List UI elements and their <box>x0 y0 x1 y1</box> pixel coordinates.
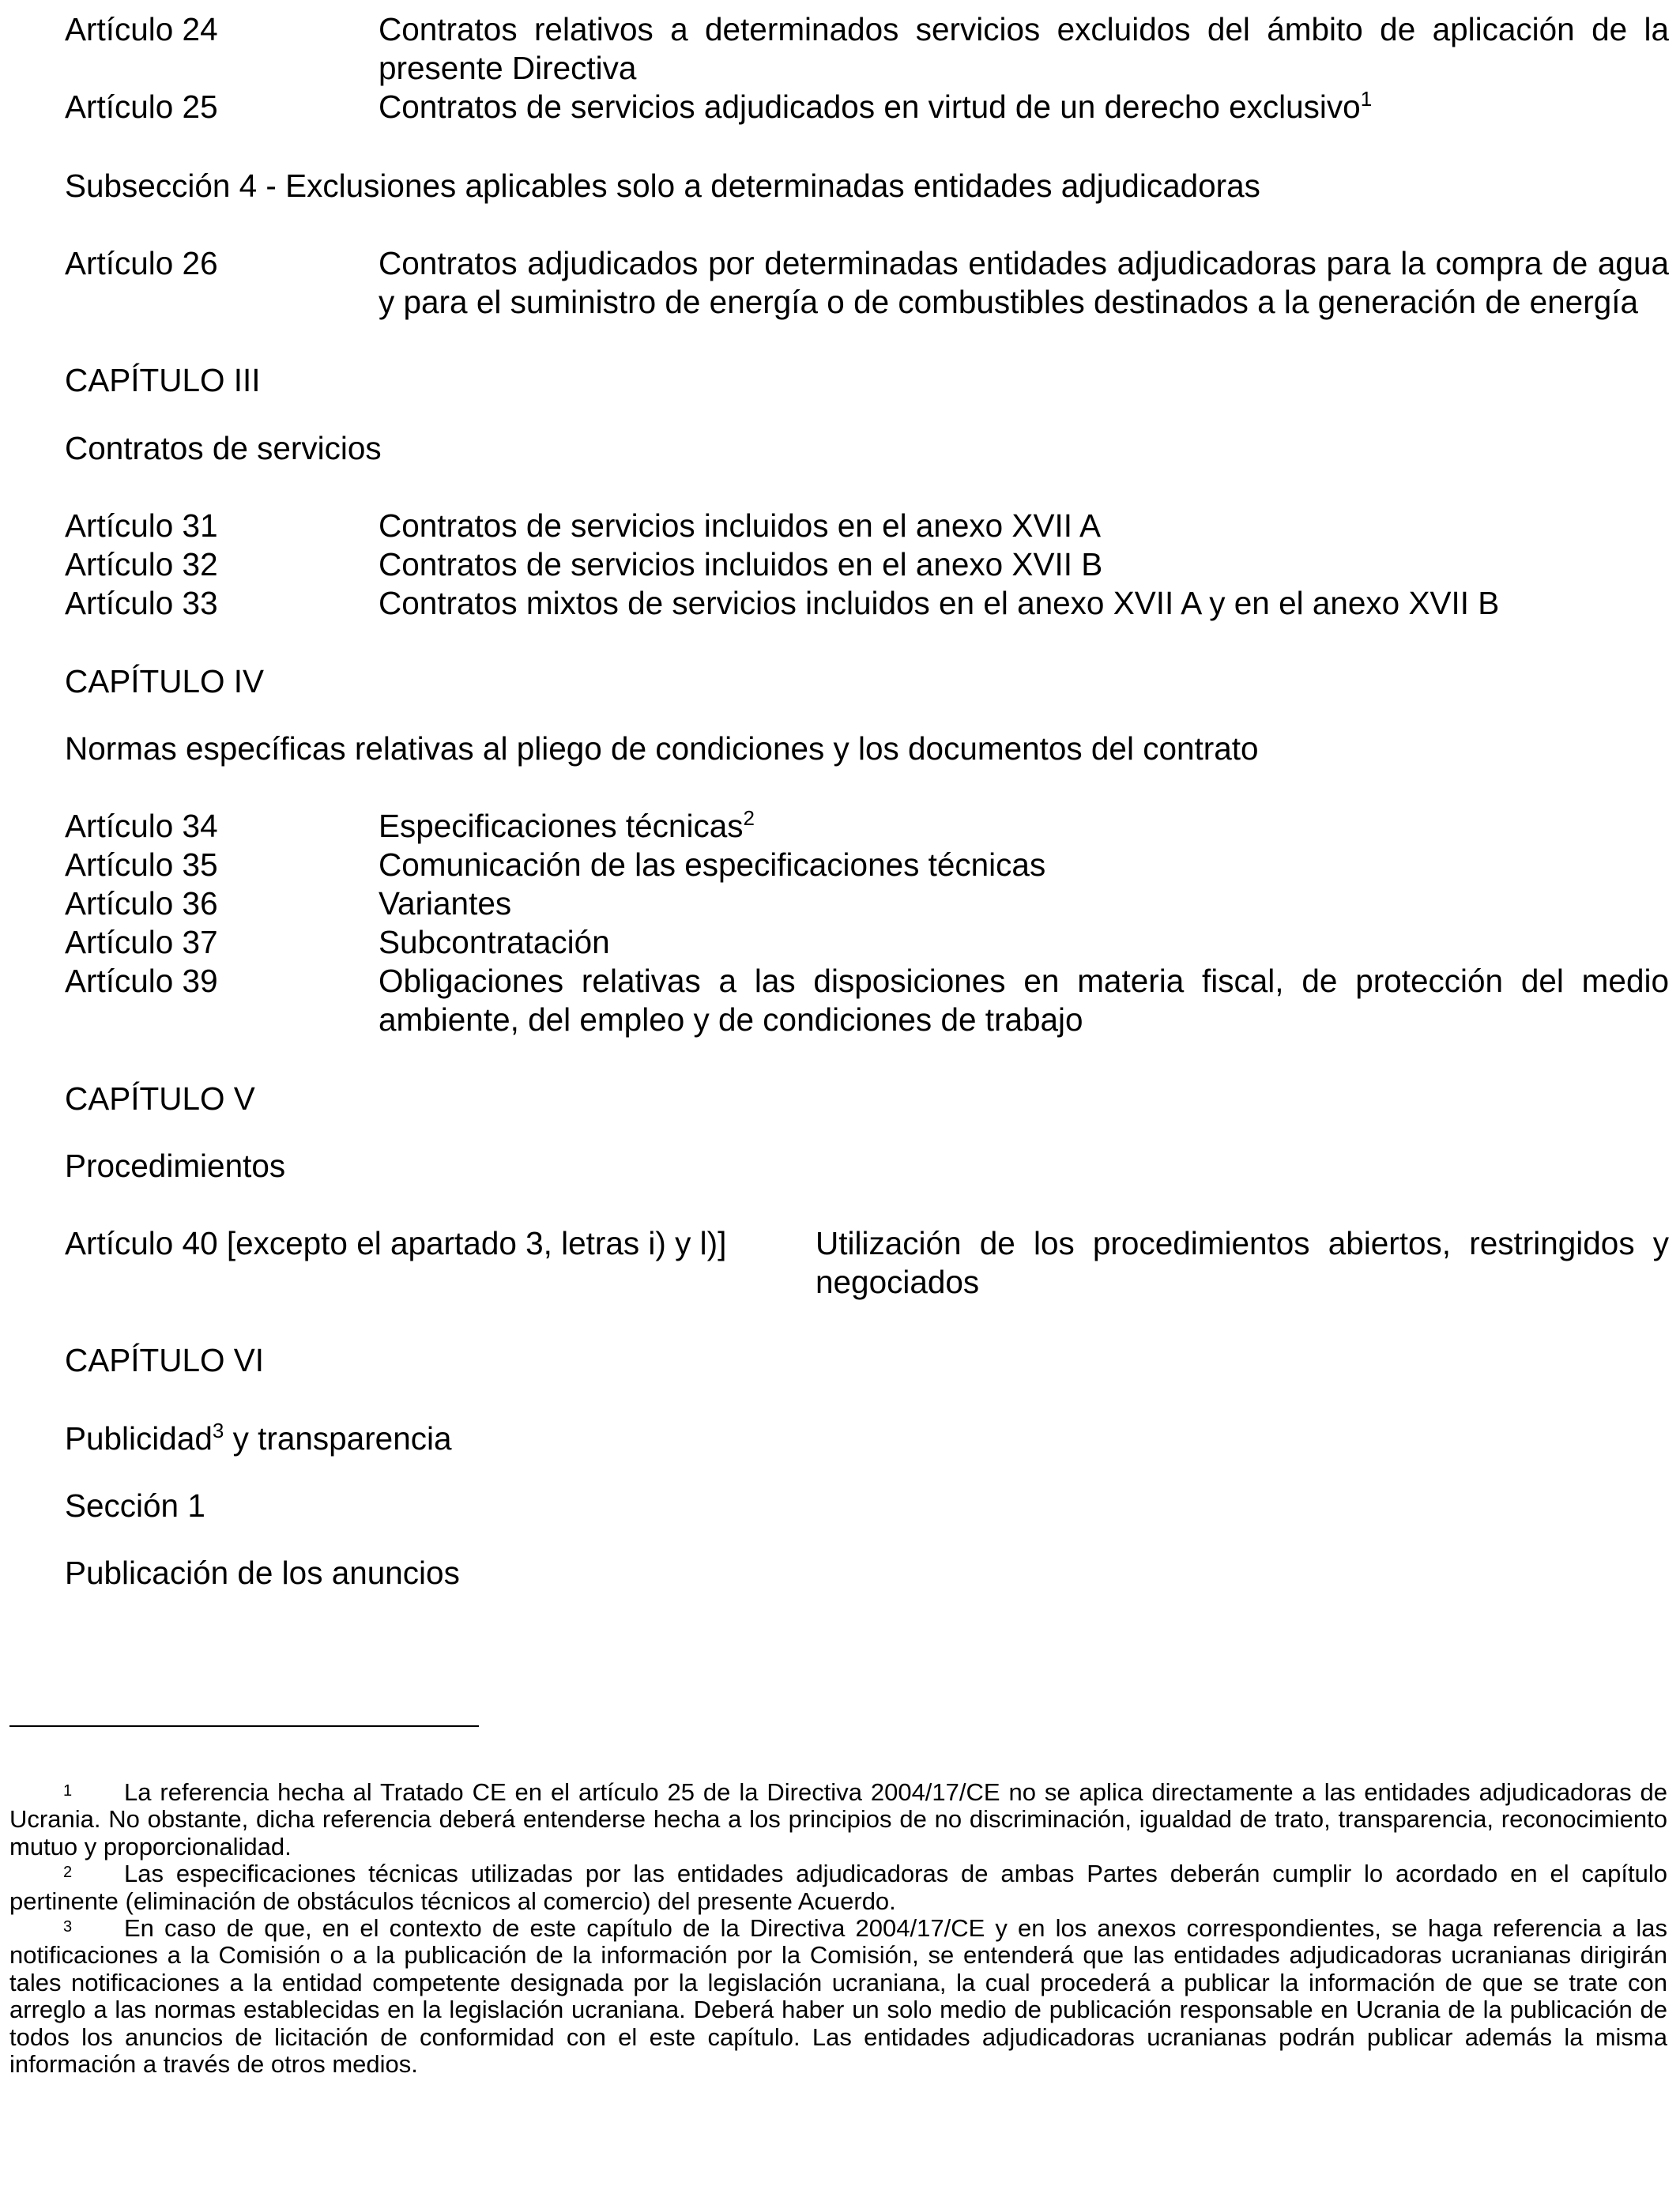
article-row <box>65 884 1669 923</box>
chapter-title: Contratos de servicios <box>65 430 382 466</box>
footnote-ref[interactable]: 1 <box>1360 87 1373 111</box>
article-row <box>65 507 1669 545</box>
footnote <box>9 1915 1667 2078</box>
footnote-number: 1 <box>63 1782 73 1800</box>
article-number: Artículo 34 <box>65 808 218 844</box>
article-title: Subcontratación <box>379 924 610 960</box>
chapter-label: CAPÍTULO VI <box>65 1342 265 1378</box>
chapter-label: CAPÍTULO IV <box>65 663 265 699</box>
chapter-title: Procedimientos <box>65 1148 286 1184</box>
section-label: Sección 1 <box>65 1487 205 1524</box>
footnotes <box>9 1779 1667 2078</box>
chapter-label: CAPÍTULO V <box>65 1080 255 1117</box>
article-row <box>65 923 1669 962</box>
article-list-chapter-5 <box>65 1224 1669 1302</box>
article-title: Utilización de los procedimientos abiertos, restringidos y negociados <box>816 1225 1669 1300</box>
article-number: Artículo 35 <box>65 846 218 883</box>
article-number: Artículo 32 <box>65 546 218 582</box>
article-title: Contratos relativos a determinados servicios excluidos del ámbito de aplicación de la presente Directiva <box>379 11 1669 86</box>
footnote <box>9 1779 1667 1860</box>
article-list-chapter-3 <box>65 507 1669 623</box>
article-number: Artículo 40 [excepto el apartado 3, letras i) y l)] <box>65 1225 727 1261</box>
article-list-section-3 <box>65 10 1669 126</box>
footnote-separator <box>9 1725 479 1727</box>
footnote <box>9 1860 1667 1915</box>
article-number: Artículo 26 <box>65 245 218 281</box>
article-row <box>65 545 1669 584</box>
article-row <box>65 807 1669 846</box>
footnote-number: 2 <box>63 1864 73 1882</box>
chapter-title: Normas específicas relativas al pliego de condiciones y los documentos del contrato <box>65 730 1259 767</box>
article-row <box>65 584 1669 623</box>
article-title: Obligaciones relativas a las disposiciones en materia fiscal, de protección del medio ambiente, del empleo y de condiciones de trabajo <box>379 963 1669 1038</box>
article-title: Contratos de servicios incluidos en el anexo XVII B <box>379 546 1103 582</box>
article-number: Artículo 24 <box>65 11 218 47</box>
article-title: Contratos de servicios adjudicados en virtud de un derecho exclusivo$^1$ <box>379 87 1373 125</box>
footnote-text: La referencia hecha al Tratado CE en el artículo 25 de la Directiva 2004/17/CE no se aplica directamente a las entidades adjudicadoras de Ucrania. No obstante, dicha referencia deberá entenderse hecha a los principios de no discriminación, igualdad de trato, transparencia, reconocimiento mutuo y proporcionalidad. <box>9 1778 1667 1860</box>
article-title: Contratos adjudicados por determinadas entidades adjudicadoras para la compra de agua y para el suministro de energía o de combustibles destinados a la generación de energía <box>379 245 1669 320</box>
article-number: Artículo 36 <box>65 885 218 922</box>
article-row <box>65 1224 1669 1302</box>
article-number: Artículo 25 <box>65 89 218 125</box>
article-number: Artículo 31 <box>65 507 218 544</box>
article-number: Artículo 33 <box>65 585 218 621</box>
footnote-number: 3 <box>63 1918 73 1936</box>
article-title: Especificaciones técnicas$^2$ <box>379 806 755 844</box>
article-number: Artículo 37 <box>65 924 218 960</box>
article-row <box>65 962 1669 1039</box>
section-title: Publicación de los anuncios <box>65 1555 460 1591</box>
article-title: Comunicación de las especificaciones técnicas <box>379 846 1046 883</box>
article-row <box>65 10 1669 88</box>
subsection-heading: Subsección 4 - Exclusiones aplicables solo a determinadas entidades adjudicadoras <box>65 168 1260 204</box>
article-title: Variantes <box>379 885 512 922</box>
article-title: Contratos de servicios incluidos en el anexo XVII A <box>379 507 1101 544</box>
footnote-text: En caso de que, en el contexto de este capítulo de la Directiva 2004/17/CE y en los anexos correspondientes, se haga referencia a las notificaciones a la Comisión o a la publicación de la información por la Comisión, se entenderá que las entidades adjudicadoras ucranianas dirigirán tales notificaciones a la entidad competente designada por la legislación ucraniana, la cual procederá a publicar la información de que se trate con arreglo a las normas establecidas en la legislación ucraniana. Deberá haber un solo medio de publicación responsable en Ucrania de la publicación de todos los anuncios de licitación de conformidad con el este capítulo. Las entidades adjudicadoras ucranianas podrán publicar además la misma información a través de otros medios. <box>9 1914 1667 2079</box>
chapter-title: Publicidad$^3$ y transparencia <box>65 1419 452 1457</box>
article-title: Contratos mixtos de servicios incluidos en el anexo XVII A y en el anexo XVII B <box>379 585 1500 621</box>
article-number: Artículo 39 <box>65 963 218 999</box>
article-row <box>65 244 1669 322</box>
footnote-ref[interactable]: 3 <box>212 1419 224 1442</box>
article-row <box>65 88 1669 126</box>
article-list-chapter-4 <box>65 807 1669 1039</box>
footnote-ref[interactable]: 2 <box>743 806 755 830</box>
chapter-label: CAPÍTULO III <box>65 362 261 398</box>
footnote-text: Las especificaciones técnicas utilizadas por las entidades adjudicadoras de ambas Partes deberán cumplir lo acordado en el capítulo pertinente (eliminación de obstáculos técnicos al comercio) del presente Acuerdo. <box>9 1860 1667 1915</box>
article-list-subsection-4 <box>65 244 1669 322</box>
article-row <box>65 846 1669 884</box>
